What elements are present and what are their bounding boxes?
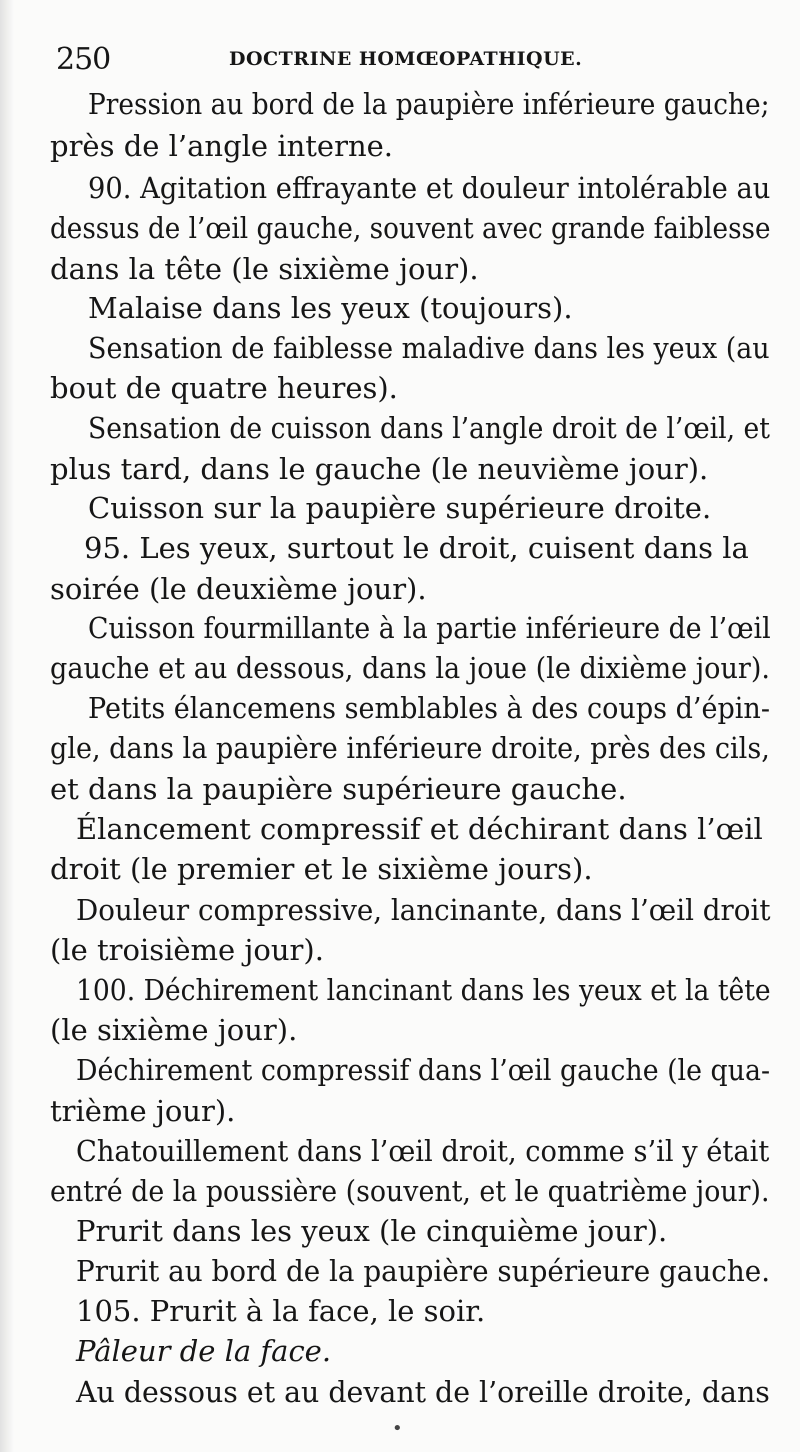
text-line: Cuisson fourmillante à la partie inférieure de l’œil — [88, 611, 771, 645]
text-line: 100. Déchirement lancinant dans les yeux et la tête — [76, 973, 771, 1007]
text-line: entré de la poussière (souvent, et le quatrième jour). — [50, 1174, 770, 1208]
text-line: Prurit dans les yeux (le cinquième jour). — [76, 1214, 668, 1248]
text-line: trième jour). — [50, 1094, 236, 1128]
text-line: Petits élancemens semblables à des coups d’épin- — [88, 691, 770, 725]
text-line: Déchirement compressif dans l’œil gauche (le qua- — [76, 1053, 771, 1087]
text-line: gauche et au dessous, dans la joue (le dixième jour). — [50, 651, 771, 685]
text-line: plus tard, dans le gauche (le neuvième jour). — [50, 452, 709, 486]
text-line: Sensation de cuisson dans l’angle droit de l’œil, et — [88, 411, 770, 445]
text-line: Douleur compressive, lancinante, dans l’œil droit — [76, 893, 771, 927]
text-line: (le sixième jour). — [50, 1013, 298, 1047]
text-line: droit (le premier et le sixième jours). — [50, 852, 593, 886]
text-line: Élancement compressif et déchirant dans l’œil — [76, 812, 763, 846]
text-line: gle, dans la paupière inférieure droite, près des cils, — [50, 731, 770, 765]
text-line: 95. Les yeux, surtout le droit, cuisent dans la — [84, 531, 749, 565]
text-line: Chatouillement dans l’œil droit, comme s’il y était — [76, 1134, 770, 1168]
text-line: Pression au bord de la paupière inférieure gauche; — [88, 87, 770, 121]
footer-mark: • — [392, 1418, 403, 1439]
page-gutter-shadow — [0, 0, 14, 1452]
running-head: DOCTRINE HOMŒOPATHIQUE. — [229, 48, 583, 70]
text-line-italic: Pâleur de la face. — [76, 1334, 332, 1368]
text-line: Sensation de faiblesse maladive dans les yeux (au — [88, 331, 770, 365]
text-line: Cuisson sur la paupière supérieure droite. — [88, 491, 712, 525]
page-number: 250 — [56, 42, 111, 77]
text-line: (le troisième jour). — [50, 933, 324, 967]
text-line: Prurit au bord de la paupière supérieure gauche. — [76, 1254, 771, 1288]
text-line: 90. Agitation effrayante et douleur intolérable au — [88, 171, 771, 205]
text-line: dessus de l’œil gauche, souvent avec grande faiblesse — [50, 211, 771, 245]
text-line: près de l’angle interne. — [50, 129, 394, 163]
text-line: Au dessous et au devant de l’oreille droite, dans — [76, 1375, 770, 1409]
text-line: et dans la paupière supérieure gauche. — [50, 772, 627, 806]
text-line: soirée (le deuxième jour). — [50, 572, 427, 606]
text-line: dans la tête (le sixième jour). — [50, 252, 479, 286]
text-line: bout de quatre heures). — [50, 371, 398, 405]
text-line: Malaise dans les yeux (toujours). — [88, 291, 573, 325]
text-line: 105. Prurit à la face, le soir. — [76, 1294, 486, 1328]
